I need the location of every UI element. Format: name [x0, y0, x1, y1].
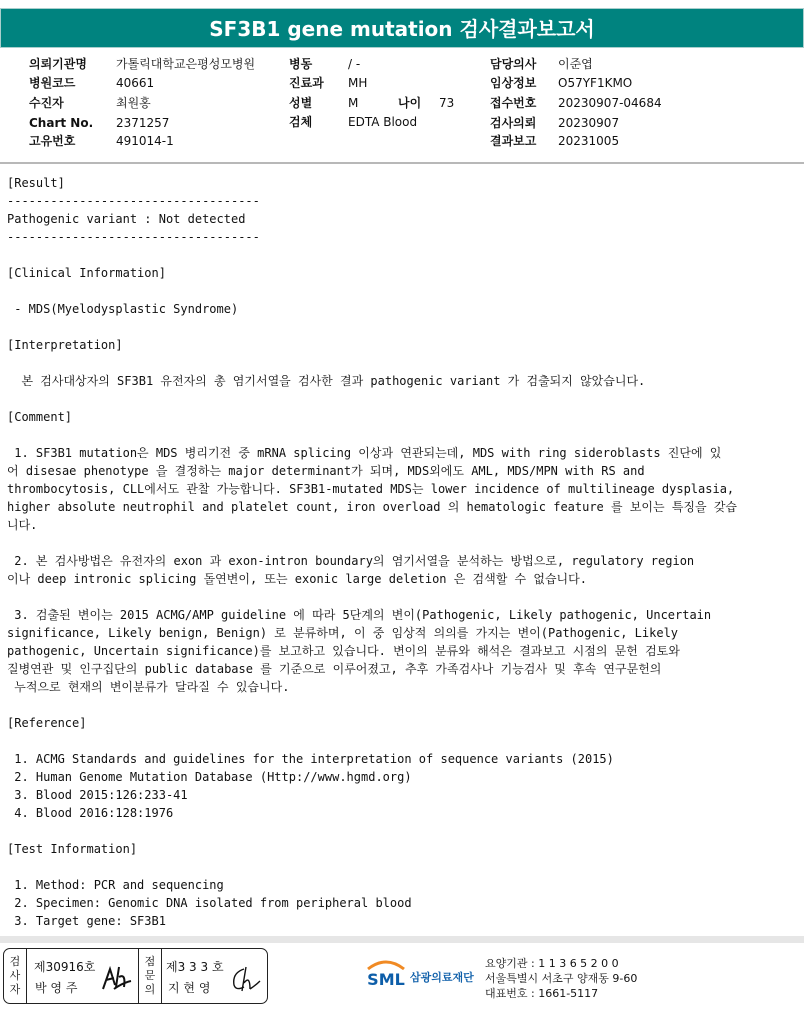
unique-id-label: 고유번호 [29, 134, 76, 148]
report-line: [Interpretation] [7, 338, 123, 352]
hospital-code-value: 40661 [116, 76, 155, 90]
report-line: 누적으로 현재의 변이분류가 달라질 수 있습니다. [7, 680, 290, 694]
header-divider [0, 162, 804, 164]
reviewer-role-label: 점 문 의 [144, 955, 156, 996]
report-line: 4. Blood 2016:128:1976 [7, 806, 174, 820]
reviewer-name: 지 현 영 [168, 981, 211, 995]
report-line: - MDS(Myelodysplastic Syndrome) [7, 302, 239, 316]
report-line: higher absolute neutrophil and platelet count, iron overload 의 hematologic feature 를 보이는 특징을 갖습 [7, 500, 738, 514]
report-line: 3. 검출된 변이는 2015 ACMG/AMP guideline 에 따라 5단계의 변이(Pathogenic, Likely pathogenic, Uncertain [7, 608, 712, 622]
chart-no-label: Chart No. [29, 116, 94, 130]
report-body [7, 174, 802, 934]
report-line: 본 검사대상자의 SF3B1 유전자의 총 염기서열을 검사한 결과 pathogenic variant 가 검출되지 않았습니다. [7, 374, 646, 388]
report-line: [Comment] [7, 410, 73, 424]
report-line [7, 858, 802, 876]
reviewer-signature-icon [230, 961, 264, 995]
specimen-value: EDTA Blood [348, 115, 418, 129]
doctor-label: 담당의사 [490, 57, 537, 71]
report-line: significance, Likely benign, Benign) 로 분류하며, 이 중 임상적 의의를 가지는 변이(Pathogenic, Likely [7, 626, 679, 640]
age-value: 73 [439, 96, 455, 110]
report-line: 1. SF3B1 mutation은 MDS 병리기전 중 mRNA splicing 이상과 연관되는데, MDS with ring sideroblasts 진단에 있 [7, 446, 722, 460]
signature-separator [161, 949, 162, 1004]
report-line: 2. 본 검사방법은 유전자의 exon 과 exon-intron boundary의 염기서열을 분석하는 방법으로, regulatory region [7, 554, 695, 568]
hospital-value: 가톨릭대학교은평성모병원 [116, 57, 256, 71]
report-line: 질병연관 및 인구집단의 public database 를 기준으로 이루어졌고, 추후 가족검사나 기능검사 및 후속 연구문헌의 [7, 662, 662, 676]
receipt-no-label: 접수번호 [490, 96, 537, 110]
report-line [7, 426, 802, 444]
receipt-no-value: 20230907-04684 [558, 96, 662, 110]
request-date-value: 20230907 [558, 116, 620, 130]
hospital-label: 의뢰기관명 [29, 57, 87, 71]
report-line: pathogenic, Uncertain significance)를 보고하고 있습니다. 변이의 분류와 해석은 결과보고 시점의 문헌 검토와 [7, 644, 680, 658]
report-line: [Clinical Information] [7, 266, 166, 280]
department-value: MH [348, 76, 368, 90]
lab-name: 삼광의료재단 [410, 971, 474, 984]
report-date-label: 결과보고 [490, 134, 537, 148]
signature-separator [26, 949, 27, 1004]
doctor-value: 이준엽 [558, 57, 593, 71]
report-line [7, 318, 802, 336]
report-line: [Test Information] [7, 842, 138, 856]
report-title: SF3B1 gene mutation 검사결과보고서 [0, 8, 804, 48]
report-line [7, 246, 802, 264]
ward-label: 병동 [289, 57, 313, 71]
report-line: ----------------------------------- [7, 194, 260, 208]
request-date-label: 검사의뢰 [490, 116, 537, 130]
report-line: 1. ACMG Standards and guidelines for the interpretation of sequence variants (2015) [7, 752, 614, 766]
patient-value: 최원홍 [116, 96, 151, 110]
unique-id-value: 491014-1 [116, 134, 174, 148]
report-line [7, 696, 802, 714]
sex-value: M [348, 96, 359, 110]
patient-label: 수진자 [29, 96, 64, 110]
lab-phone: 대표번호 : 1661-5117 [485, 987, 599, 1000]
ward-value: / - [348, 57, 361, 71]
report-line: [Result] [7, 176, 65, 190]
report-line [7, 390, 802, 408]
report-line: thrombocytosis, CLL에서도 관찰 가능합니다. SF3B1-mutated MDS는 lower incidence of multilineage dysplasia, [7, 482, 735, 496]
report-line: 이나 deep intronic splicing 돌연변이, 또는 exonic large deletion 은 검색할 수 없습니다. [7, 572, 587, 586]
report-line [7, 282, 802, 300]
report-line [7, 822, 802, 840]
department-label: 진료과 [289, 76, 324, 90]
report-line: Pathogenic variant : Not detected [7, 212, 246, 226]
tester-signature-icon [100, 963, 134, 993]
report-line [7, 534, 802, 552]
age-label: 나이 [398, 96, 422, 110]
sex-label: 성별 [289, 96, 313, 110]
report-line: 2. Human Genome Mutation Database (Http://www.hgmd.org) [7, 770, 412, 784]
tester-name: 박 영 주 [35, 981, 78, 995]
report-line: 니다. [7, 518, 38, 532]
hospital-code-label: 병원코드 [29, 76, 76, 90]
report-line: 3. Blood 2015:126:233-41 [7, 788, 188, 802]
report-line: 어 disesae phenotype 을 결정하는 major determinant가 되며, MDS외에도 AML, MDS/MPN with RS and [7, 464, 645, 478]
report-line [7, 354, 802, 372]
chart-no-value: 2371257 [116, 116, 170, 130]
lab-address: 서울특별시 서초구 양재동 9-60 [485, 972, 638, 985]
report-line: 3. Target gene: SF3B1 [7, 914, 166, 928]
tester-role-label: 검 사 자 [9, 955, 21, 996]
reviewer-license-no: 제3 3 3 호 [166, 960, 224, 974]
specimen-label: 검체 [289, 115, 313, 129]
lab-code: 요양기관 : 1 1 3 6 5 2 0 0 [485, 957, 619, 970]
report-date-value: 20231005 [558, 134, 620, 148]
report-line [7, 732, 802, 750]
sml-logo-text: SML [367, 970, 405, 989]
report-line [7, 588, 802, 606]
footer-divider [0, 936, 804, 943]
tester-license-no: 제30916호 [34, 960, 96, 974]
clinical-info-label: 임상정보 [490, 76, 537, 90]
report-line: ----------------------------------- [7, 230, 260, 244]
report-line: 1. Method: PCR and sequencing [7, 878, 224, 892]
report-line: 2. Specimen: Genomic DNA isolated from peripheral blood [7, 896, 412, 910]
clinical-info-value: O57YF1KMO [558, 76, 633, 90]
report-line: [Reference] [7, 716, 87, 730]
sml-logo-icon [364, 955, 408, 995]
signature-box [3, 948, 268, 1004]
